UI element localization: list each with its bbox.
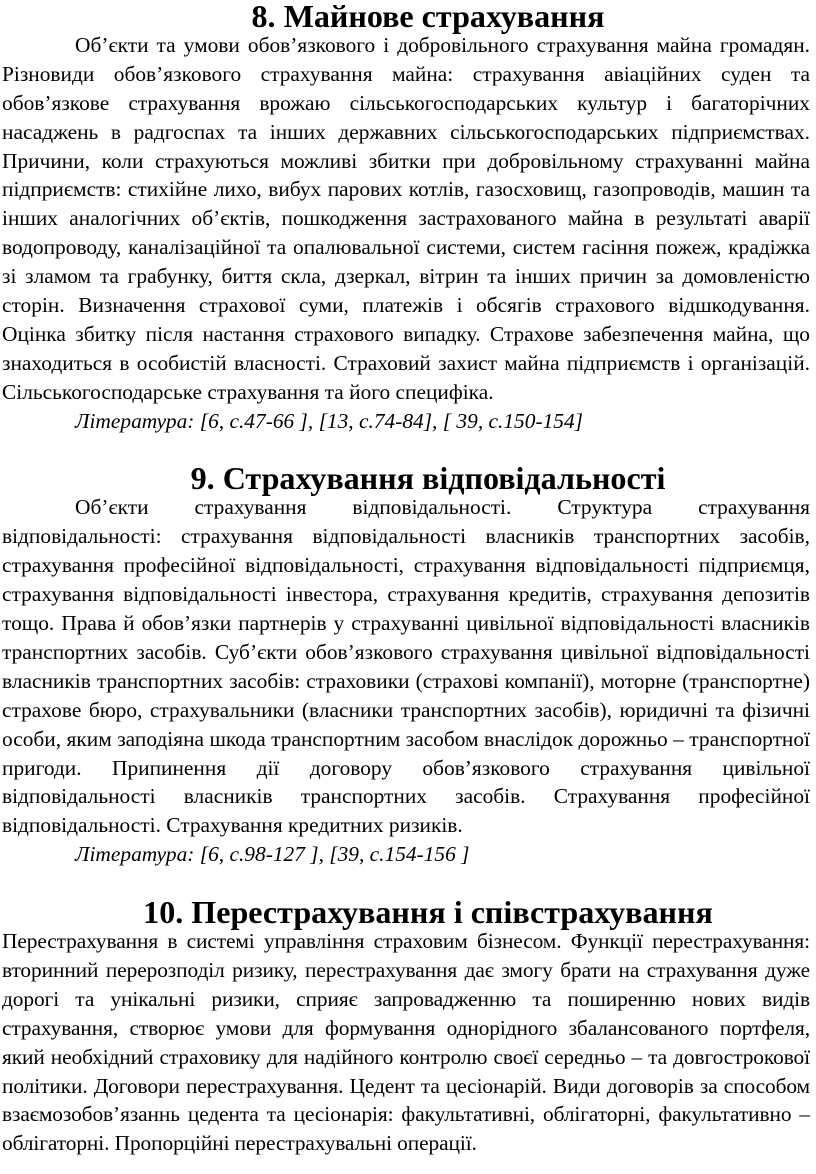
section-title-liability-insurance: 9. Страхування відповідальності [190, 460, 666, 497]
section-title-property-insurance: 8. Майнове страхування [251, 0, 605, 34]
section-literature-liability-insurance: Література: [6, с.98-127 ], [39, с.154-156 ] [75, 842, 470, 867]
section-body-property-insurance: Об’єкти та умови обов’язкового і добровільного страхування майна громадян. Різновиди обов’язкового страхування майна: страхування авіаційних суден та обов’язкове страхування врожаю сільськогосподарських культур і багаторічних насаджень в радгоспах та інших державних сільськогосподарських підприємствах. Причини, коли страхуються можливі збитки при добровільному страхуванні майна підприємств: стихійне лихо, вибух парових котлів, газосховищ, газопроводів, машин та інших аналогічних об’єктів, пошкодження застрахованого майна в результаті аварії водопроводу, каналізаційної та опалювальної системи, систем гасіння пожеж, крадіжка зі зламом та грабунку, биття скла, дзеркал, вітрин та інших причин за домовленістю сторін. Визначення страхової суми, платежів і обсягів страхового відшкодування. Оцінка збитку після настання страхового випадку. Страхове забезпечення майна, що знаходиться в особистій власності. Страховий захист майна підприємств і організацій. Сільськогосподарське страхування та його специфіка. [2, 32, 810, 404]
section-body-liability-insurance: Об’єкти страхування відповідальності. Структура страхування відповідальності: страхування відповідальності власників транспортних засобів, страхування професійної відповідальності, страхування відповідальності підприємця, страхування відповідальності інвестора, страхування кредитів, страхування депозитів тощо. Права й обов’язки партнерів у страхуванні цивільної відповідальності власників транспортних засобів. Суб’єкти обов’язкового страхування цивільної відповідальності власників транспортних засобів: страховики (страхові компанії), моторне (транспортне) страхове бюро, страхувальники (власники транспортних засобів), юридичні та фізичні особи, яким заподіяна шкода транспортним засобом внаслідок дорожньо – транспортної пригоди. Припинення дії договору обов’язкового страхування цивільної відповідальності власників транспортних засобів. Страхування професійної відповідальності. Страхування кредитних ризиків. [2, 495, 810, 838]
section-literature-property-insurance: Література: [6, с.47-66 ], [13, с.74-84], [ 39, с.150-154] [75, 408, 583, 433]
section-body-reinsurance: Перестрахування в системі управління страховим бізнесом. Функції перестрахування: вторинний перерозподіл ризику, перестрахування дає змогу брати на страхування дуже дорогі та унікальні ризики, сприяє запровадженню та поширенню нових видів страхування, створює умови для формування однорідного збалансованого портфеля, який необхідний страховику для надійного контролю своєї середньо – та довгострокової політики. Договори перестрахування. Цедент та цесіонарій. Види договорів за способом взаємозобов’язаннь цедента та цесіонарія: факультативні, облігаторні, факультативно – облігаторні. Пропорційні перестрахувальні операції. [2, 928, 810, 1156]
section-title-reinsurance: 10. Перестрахування і співстрахування [143, 894, 713, 931]
